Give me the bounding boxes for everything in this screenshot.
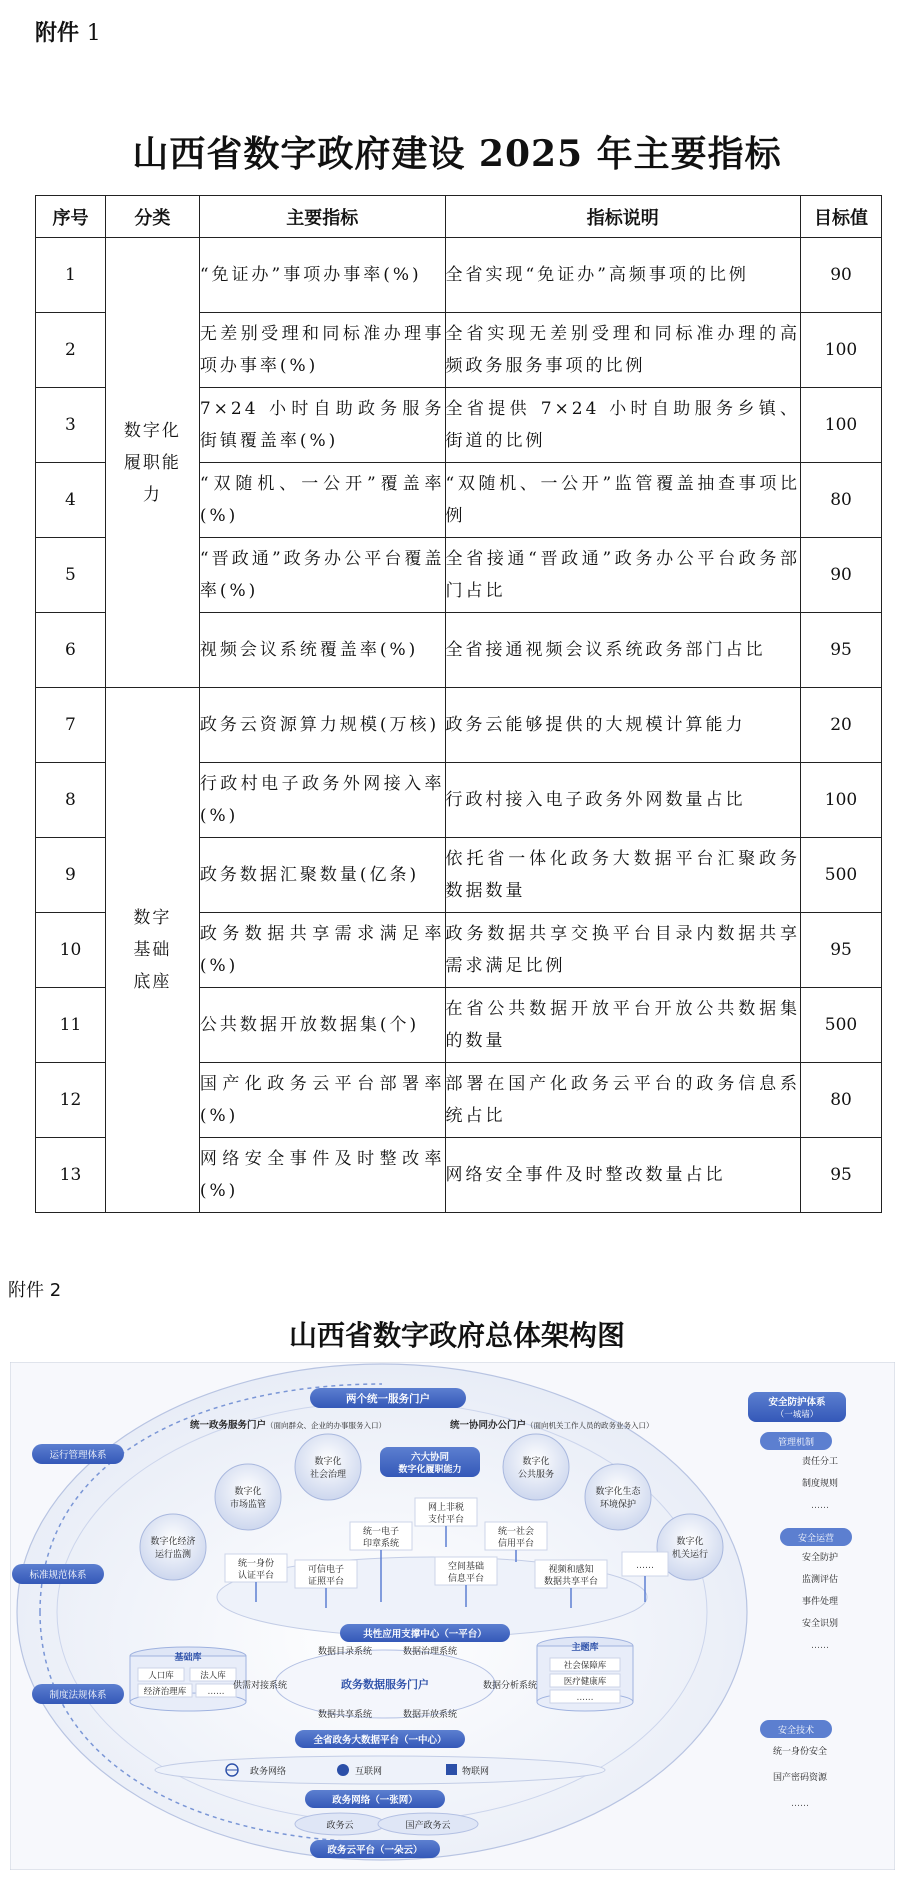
indicator-table [35, 195, 882, 1213]
row-indicator: “免证办”事项办事率(%) [199, 238, 445, 313]
svg-text:统一社会: 统一社会 [497, 1527, 535, 1537]
row-indicator: 网络安全事件及时整改率(%) [199, 1138, 445, 1213]
category-label: 数字基础底座 [133, 908, 172, 992]
circle-social [295, 1434, 361, 1500]
svg-text:……: …… [791, 1799, 809, 1809]
left-system-standard [12, 1564, 104, 1584]
row-description: 行政村接入电子政务外网数量占比 [445, 763, 801, 838]
row-description: 依托省一体化政务大数据平台汇聚政务数据数量 [445, 838, 801, 913]
ring-catalog: 数据目录系统 [317, 1647, 373, 1657]
svg-text:人口库: 人口库 [148, 1671, 174, 1681]
center-badge-line1: 六大协同 [410, 1452, 450, 1463]
circle-public [503, 1434, 569, 1500]
svg-text:医疗健康库: 医疗健康库 [563, 1677, 607, 1687]
svg-text:数字化: 数字化 [234, 1487, 262, 1497]
row-target: 95 [801, 913, 882, 988]
svg-text:数字化经济: 数字化经济 [150, 1537, 196, 1547]
row-no: 7 [36, 688, 106, 763]
table-header-row [36, 196, 882, 238]
row-no: 3 [36, 388, 106, 463]
svg-text:安全识别: 安全识别 [801, 1619, 839, 1629]
svg-text:可信电子: 可信电子 [307, 1565, 345, 1575]
svg-text:数字化: 数字化 [314, 1457, 342, 1467]
svg-text:印章系统: 印章系统 [362, 1539, 400, 1549]
col-header-description: 指标说明 [445, 196, 801, 238]
svg-text:……: …… [576, 1693, 594, 1703]
svg-text:安全技术: 安全技术 [777, 1726, 815, 1736]
svg-text:公共服务: 公共服务 [517, 1470, 555, 1480]
svg-text:安全防护体系: 安全防护体系 [768, 1397, 826, 1408]
row-no: 1 [36, 238, 106, 313]
svg-text:事件处理: 事件处理 [801, 1597, 839, 1607]
table-row [36, 238, 882, 313]
row-indicator: “晋政通”政务办公平台覆盖率(%) [199, 538, 445, 613]
row-description: 网络安全事件及时整改数量占比 [445, 1138, 801, 1213]
row-no: 2 [36, 313, 106, 388]
row-indicator: 政务云资源算力规模(万核) [199, 688, 445, 763]
row-indicator: 行政村电子政务外网接入率(%) [199, 763, 445, 838]
row-no: 6 [36, 613, 106, 688]
data-center-text: 全省政务大数据平台（一中心） [313, 1735, 447, 1746]
svg-text:制度法规体系: 制度法规体系 [49, 1690, 107, 1701]
row-no: 12 [36, 1063, 106, 1138]
svg-text:信息平台: 信息平台 [447, 1574, 485, 1584]
svg-text:市场监管: 市场监管 [229, 1500, 267, 1510]
cloud-domestic-text: 国产政务云 [405, 1821, 451, 1831]
left-system-ops [32, 1444, 124, 1464]
svg-text:安全运营: 安全运营 [797, 1534, 835, 1544]
svg-text:互联网: 互联网 [355, 1767, 383, 1777]
row-target: 90 [801, 538, 882, 613]
svg-text:安全防护: 安全防护 [801, 1553, 839, 1563]
circle-economy [140, 1514, 206, 1580]
svg-text:监测评估: 监测评估 [801, 1575, 839, 1585]
svg-text:信用平台: 信用平台 [497, 1539, 535, 1549]
row-description: 部署在国产化政务云平台的政务信息系统占比 [445, 1063, 801, 1138]
svg-text:社会保障库: 社会保障库 [563, 1661, 607, 1671]
row-indicator: 政务数据汇聚数量(亿条) [199, 838, 445, 913]
cloud-gov-text: 政务云 [326, 1821, 354, 1831]
circle-market [215, 1464, 281, 1530]
svg-text:……: …… [811, 1641, 829, 1651]
svg-text:社会治理: 社会治理 [309, 1470, 347, 1480]
svg-text:运行管理体系: 运行管理体系 [49, 1450, 107, 1461]
row-target: 100 [801, 763, 882, 838]
row-no: 9 [36, 838, 106, 913]
row-target: 100 [801, 388, 882, 463]
svg-text:管理机制: 管理机制 [777, 1438, 815, 1448]
row-no: 5 [36, 538, 106, 613]
svg-text:视频和感知: 视频和感知 [548, 1565, 594, 1575]
center-badge-line2: 数字化履职能力 [398, 1465, 462, 1475]
svg-text:主题库: 主题库 [571, 1643, 599, 1653]
row-description: 全省接通“晋政通”政务办公平台政务部门占比 [445, 538, 801, 613]
portal-left: 统一政务服务门户（面向群众、企业的办事服务入口） [190, 1420, 387, 1431]
row-description: “双随机、一公开”监管覆盖抽查事项比例 [445, 463, 801, 538]
category-cell [105, 688, 199, 1213]
svg-text:……: …… [207, 1687, 225, 1697]
svg-text:标准规范体系: 标准规范体系 [29, 1570, 87, 1581]
row-target: 95 [801, 1138, 882, 1213]
svg-text:数据共享平台: 数据共享平台 [543, 1577, 599, 1587]
col-header-target: 目标值 [801, 196, 882, 238]
theme-database [537, 1637, 633, 1711]
row-description: 在省公共数据开放平台开放公共数据集的数量 [445, 988, 801, 1063]
architecture-title: 山西省数字政府总体架构图 [288, 1319, 625, 1352]
svg-text:数字化: 数字化 [676, 1537, 704, 1547]
row-indicator: 政务数据共享需求满足率(%) [199, 913, 445, 988]
row-no: 4 [36, 463, 106, 538]
ring-supply: 供需对接系统 [232, 1681, 288, 1691]
svg-text:国产密码资源: 国产密码资源 [772, 1773, 828, 1783]
svg-text:……: …… [811, 1501, 829, 1511]
row-indicator: 7×24 小时自助政务服务街镇覆盖率(%) [199, 388, 445, 463]
architecture-diagram [10, 1362, 895, 1870]
network-bar-text: 政务网络（一张网） [332, 1795, 418, 1806]
svg-text:统一身份: 统一身份 [237, 1559, 275, 1569]
svg-text:制度规则: 制度规则 [801, 1479, 839, 1489]
svg-text:物联网: 物联网 [462, 1767, 490, 1777]
ring-share: 数据共享系统 [317, 1710, 373, 1720]
svg-text:……: …… [636, 1561, 654, 1571]
svg-text:责任分工: 责任分工 [801, 1457, 839, 1467]
indicator-table-title: 山西省数字政府建设 2025 年主要指标 [132, 133, 782, 175]
iot-icon [446, 1764, 457, 1775]
row-target: 80 [801, 463, 882, 538]
row-indicator: 公共数据开放数据集(个) [199, 988, 445, 1063]
col-header-indicator: 主要指标 [199, 196, 445, 238]
ring-governance: 数据治理系统 [402, 1647, 458, 1657]
row-description: 全省接通视频会议系统政务部门占比 [445, 613, 801, 688]
svg-text:认证平台: 认证平台 [237, 1571, 275, 1581]
svg-text:网上非税: 网上非税 [427, 1503, 465, 1513]
circle-ecology [585, 1464, 651, 1530]
attachment-1-label: 附件 1 [35, 21, 101, 46]
svg-text:法人库: 法人库 [200, 1671, 226, 1681]
category-label: 数字化履职能力 [123, 420, 181, 505]
svg-text:基础库: 基础库 [174, 1653, 202, 1663]
common-center-text: 共性应用支撑中心（一平台） [363, 1629, 487, 1640]
col-header-no: 序号 [36, 196, 106, 238]
svg-text:空间基础: 空间基础 [447, 1562, 485, 1572]
row-description: 全省实现“免证办”高频事项的比例 [445, 238, 801, 313]
svg-text:支付平台: 支付平台 [427, 1515, 465, 1525]
svg-text:证照平台: 证照平台 [307, 1577, 345, 1587]
svg-text:经济治理库: 经济治理库 [143, 1687, 187, 1697]
row-target: 500 [801, 838, 882, 913]
row-no: 13 [36, 1138, 106, 1213]
base-database [130, 1647, 246, 1711]
svg-text:统一电子: 统一电子 [362, 1527, 400, 1537]
row-description: 政务数据共享交换平台目录内数据共享需求满足比例 [445, 913, 801, 988]
row-target: 20 [801, 688, 882, 763]
col-header-category: 分类 [105, 196, 199, 238]
row-target: 80 [801, 1063, 882, 1138]
svg-text:数字化: 数字化 [522, 1457, 550, 1467]
row-indicator: 国产化政务云平台部署率(%) [199, 1063, 445, 1138]
row-description: 政务云能够提供的大规模计算能力 [445, 688, 801, 763]
svg-text:数字化生态: 数字化生态 [595, 1487, 641, 1497]
ring-open: 数据开放系统 [402, 1710, 458, 1720]
attachment-2-label: 附件 2 [8, 1280, 62, 1301]
row-indicator: “双随机、一公开”覆盖率(%) [199, 463, 445, 538]
row-no: 8 [36, 763, 106, 838]
row-indicator: 视频会议系统覆盖率(%) [199, 613, 445, 688]
cloud-bar-text: 政务云平台（一朵云） [327, 1845, 423, 1856]
row-target: 90 [801, 238, 882, 313]
data-portal: 政务数据服务门户 [341, 1678, 429, 1691]
left-system-law [32, 1684, 124, 1704]
svg-text:政务网络: 政务网络 [250, 1767, 287, 1777]
row-target: 100 [801, 313, 882, 388]
ring-analysis: 数据分析系统 [482, 1681, 538, 1691]
row-no: 11 [36, 988, 106, 1063]
internet-icon [337, 1764, 349, 1776]
svg-text:运行监测: 运行监测 [154, 1550, 192, 1560]
row-target: 95 [801, 613, 882, 688]
table-row [36, 688, 882, 763]
category-cell [105, 238, 199, 688]
svg-text:环境保护: 环境保护 [599, 1500, 637, 1510]
row-indicator: 无差别受理和同标准办理事项办事率(%) [199, 313, 445, 388]
svg-text:统一身份安全: 统一身份安全 [772, 1747, 828, 1757]
top-bar-text: 两个统一服务门户 [346, 1393, 430, 1405]
portal-right: 统一协同办公门户（面向机关工作人员的政务业务入口） [450, 1420, 654, 1431]
svg-text:机关运行: 机关运行 [671, 1550, 709, 1560]
row-description: 全省实现无差别受理和同标准办理的高频政务服务事项的比例 [445, 313, 801, 388]
svg-text:（一城墙）: （一城墙） [775, 1410, 819, 1420]
row-target: 500 [801, 988, 882, 1063]
row-description: 全省提供 7×24 小时自助服务乡镇、街道的比例 [445, 388, 801, 463]
row-no: 10 [36, 913, 106, 988]
